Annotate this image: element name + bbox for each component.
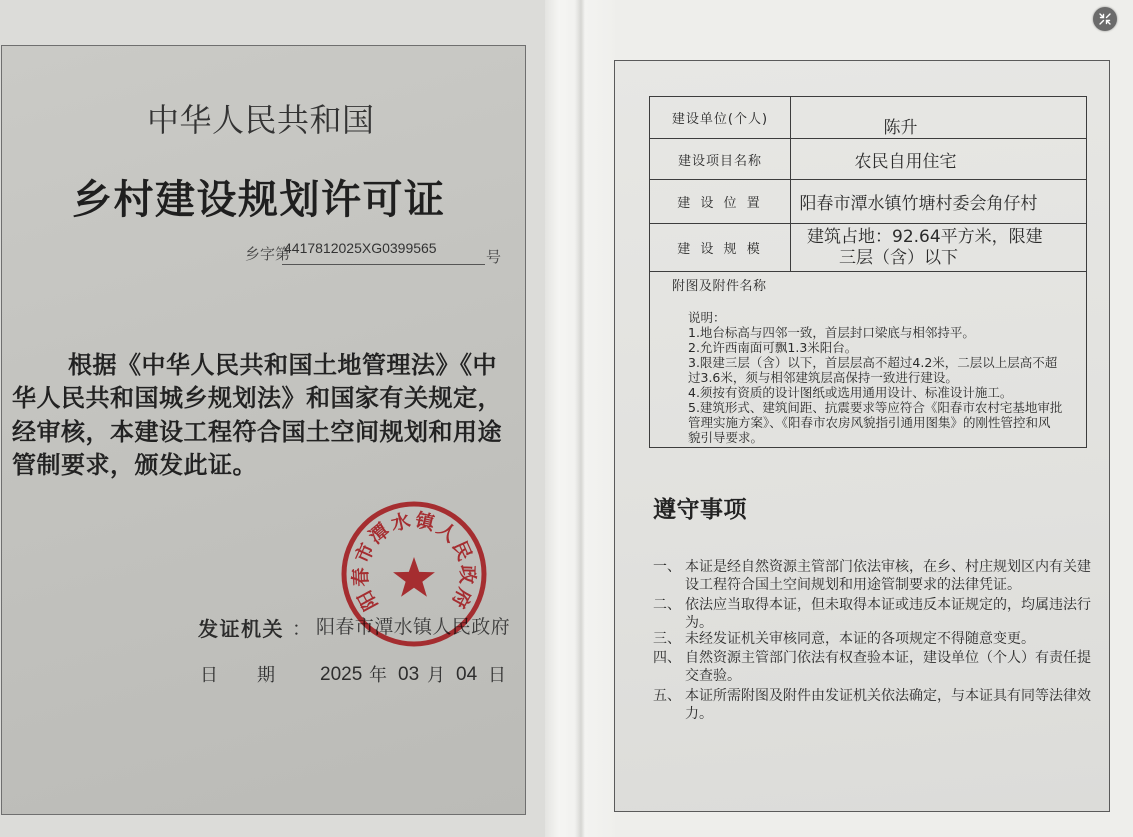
page-gutter <box>545 0 615 837</box>
notes-block <box>688 310 1062 445</box>
right-page <box>614 60 1110 812</box>
rule-line: 设工程符合国土空间规划和用途管制要求的法律凭证。 <box>685 576 1021 593</box>
rule-line: 依法应当取得本证，但未取得本证或违反本证规定的，均属违法行 <box>685 597 1091 613</box>
official-seal <box>339 499 489 649</box>
rule-text <box>685 559 1091 594</box>
statement-line: 华人民共和国城乡规划法》和国家有关规定， <box>12 384 502 412</box>
date-year-unit: 年 <box>369 665 387 686</box>
rule-text <box>685 631 1035 649</box>
rule-text <box>685 597 1091 632</box>
date-day-unit: 日 <box>488 665 506 686</box>
date-year: 2025 <box>320 664 363 685</box>
notes-title: 说明： <box>688 310 726 325</box>
rule-line: 本证是经自然资源主管部门依法审核，在乡、村庄规划区内有关建 <box>685 559 1091 575</box>
statement-line: 经审核，本建设工程符合国土空间规划和用途 <box>12 418 502 446</box>
row-label-applicant: 建设单位(个人) <box>650 97 791 139</box>
scale-line: 建筑占地：92.64平方米，限建 <box>807 226 1043 247</box>
scale-text <box>807 227 1043 269</box>
date-label: 日期 <box>200 665 314 686</box>
rule-line: 未经发证机关审核同意，本证的各项规定不得随意变更。 <box>685 631 1035 647</box>
note-line: 管理实施方案》、《阳春市农房风貌指引通用图集》的刚性管控和风 <box>688 415 1051 430</box>
attachments-cell <box>650 272 1086 447</box>
row-value-location: 阳春市潭水镇竹塘村委会角仔村 <box>791 180 1086 224</box>
row-value-scale <box>791 224 1086 272</box>
row-value-project-name: 农民自用住宅 <box>791 139 1086 180</box>
scale-line: 三层（含）以下 <box>839 247 958 268</box>
country-name: 中华人民共和国 <box>147 101 375 139</box>
permit-details-table <box>649 96 1087 448</box>
issuer-name: 阳春市潭水镇人民政府 <box>316 616 511 638</box>
rule-line: 为。 <box>685 614 713 631</box>
rule-number: 二、 <box>653 597 681 613</box>
rule-line: 力。 <box>685 705 713 722</box>
issuer-label: 发证机关 <box>198 617 284 641</box>
permit-number-suffix: 号 <box>486 248 502 266</box>
fullscreen-toggle-glyph-icon <box>1097 11 1113 27</box>
row-label-scale: 建 设 规 模 <box>650 224 791 272</box>
rule-number: 五、 <box>653 688 681 704</box>
note-line: 3.限建三层（含）以下，首层层高不超过4.2米，二层以上层高不超 <box>688 355 1058 370</box>
date-month-unit: 月 <box>427 665 445 686</box>
date-month: 03 <box>398 664 420 685</box>
rule-number: 四、 <box>653 650 681 666</box>
permit-number: 4417812025XG0399565 <box>284 240 437 256</box>
note-line: 过3.6米，须与相邻建筑层高保持一致进行建设。 <box>688 370 958 385</box>
rule-text <box>685 650 1091 685</box>
note-line: 1.地台标高与四邻一致，首层封口梁底与相邻持平。 <box>688 325 975 340</box>
note-line: 5.建筑形式、建筑间距、抗震要求等应符合《阳春市农村宅基地审批 <box>688 400 1063 415</box>
rules-title: 遵守事项 <box>653 497 747 523</box>
rule-line: 交查验。 <box>685 667 741 684</box>
row-label-project-name: 建设项目名称 <box>650 139 791 180</box>
statement-line: 根据《中华人民共和国土地管理法》《中 <box>68 351 497 379</box>
attachments-label: 附图及附件名称 <box>672 279 767 294</box>
note-line: 4.须按有资质的设计图纸或选用通用设计、标准设计施工。 <box>688 385 1013 400</box>
rule-number: 一、 <box>653 559 681 575</box>
date-day: 04 <box>456 664 478 685</box>
permit-number-underline <box>282 264 485 265</box>
fullscreen-toggle-icon[interactable] <box>1093 7 1117 31</box>
permit-number-prefix: 乡字第 <box>245 245 291 263</box>
rule-number: 三、 <box>653 631 681 647</box>
issuer-colon: ： <box>292 618 312 640</box>
rule-text <box>685 688 1091 723</box>
note-line: 貌引导要求。 <box>688 430 764 445</box>
seal-star-icon <box>393 557 435 597</box>
left-page <box>0 0 545 837</box>
rule-line: 自然资源主管部门依法有权查验本证，建设单位（个人）有责任提 <box>685 650 1091 666</box>
rule-line: 本证所需附图及附件由发证机关依法确定，与本证具有同等法律效 <box>685 688 1091 704</box>
seal-text-path: 阳春市潭水镇人民政府 <box>349 509 479 614</box>
statement-line: 管制要求，颁发此证。 <box>12 451 257 479</box>
row-label-location: 建 设 位 置 <box>650 180 791 224</box>
permit-title: 乡村建设规划许可证 <box>72 177 446 223</box>
row-value-applicant: 陈升 <box>791 97 1086 139</box>
note-line: 2.允许西南面可飘1.3米阳台。 <box>688 340 858 355</box>
